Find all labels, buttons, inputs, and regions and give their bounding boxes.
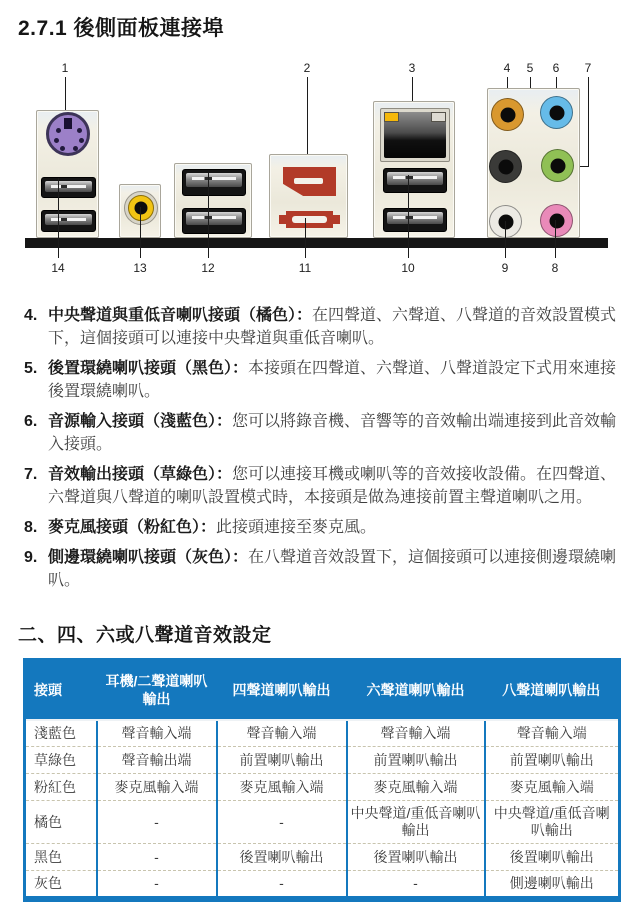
header-row — [25, 660, 620, 720]
table-row — [25, 801, 620, 844]
usb-port — [41, 177, 96, 198]
callout-line — [58, 178, 59, 258]
table-row — [25, 720, 620, 747]
usb-port — [383, 168, 447, 193]
lan-port — [380, 108, 450, 162]
row-header-cell: 草綠色 — [25, 747, 97, 774]
table-cell: - — [97, 871, 217, 900]
ps2-port — [46, 112, 90, 156]
row-header-cell: 黑色 — [25, 844, 97, 871]
callout-number: 10 — [401, 261, 415, 275]
item-lead: 麥克風接頭（粉紅色）： — [48, 519, 217, 536]
table-cell: 麥克風輸入端 — [97, 774, 217, 801]
item-number: 8. — [24, 519, 38, 536]
table-cell: 麥克風輸入端 — [217, 774, 347, 801]
table-cell: 後置喇叭輸出 — [217, 844, 347, 871]
table-row — [25, 747, 620, 774]
row-header-cell: 淺藍色 — [25, 720, 97, 747]
list-item — [18, 546, 624, 592]
header-cell: 接頭 — [25, 660, 97, 720]
usb-block — [174, 163, 252, 238]
header-cell: 六聲道喇叭輸出 — [347, 660, 485, 720]
lan-led-speed — [431, 112, 446, 122]
item-desc: 此接頭連接至麥克風。 — [216, 519, 377, 536]
item-lead: 音效輸出接頭（草綠色）： — [48, 466, 233, 483]
table-cell: 側邊喇叭輸出 — [485, 871, 620, 900]
table-cell: - — [97, 844, 217, 871]
list-item — [18, 410, 624, 456]
table-cell: 聲音輸入端 — [485, 720, 620, 747]
table-cell: - — [97, 801, 217, 844]
item-lead: 後置環繞喇叭接頭（黑色）： — [48, 360, 249, 377]
item-lead: 側邊環繞喇叭接頭（灰色）： — [48, 549, 249, 566]
table-cell: 前置喇叭輸出 — [217, 747, 347, 774]
esata-slot — [292, 216, 328, 222]
item-desc: 本接頭在四聲道、六聲道、八聲道設定下式用來連接後置環繞喇叭。 — [48, 360, 617, 400]
usb-port — [182, 169, 246, 196]
table-row — [25, 871, 620, 900]
table-row — [25, 844, 620, 871]
item-desc: 在四聲道、六聲道、八聲道的音效設置模式下，這個接頭可以連接中央聲道與重低音喇叭。 — [48, 307, 617, 347]
callout-number: 4 — [503, 61, 511, 75]
callout-number: 8 — [551, 261, 559, 275]
usb-port — [383, 208, 447, 232]
coaxial-spdif-port — [124, 191, 158, 225]
callout-number: 11 — [298, 261, 312, 275]
callout-line — [408, 175, 409, 258]
table-cell: 後置喇叭輸出 — [347, 844, 485, 871]
row-header-cell: 粉紅色 — [25, 774, 97, 801]
lan-usb-block — [373, 101, 455, 238]
center-subwoofer-jack — [491, 98, 524, 131]
table-cell: 麥克風輸入端 — [347, 774, 485, 801]
row-header-cell: 灰色 — [25, 871, 97, 900]
callout-number: 2 — [303, 61, 311, 75]
item-number: 6. — [24, 413, 38, 430]
item-lead: 音源輸入接頭（淺藍色）： — [48, 413, 233, 430]
table-cell: - — [347, 871, 485, 900]
firewire-esata-block — [269, 154, 348, 238]
callout-line — [555, 220, 556, 258]
list-item — [18, 516, 624, 539]
table-cell: 中央聲道/重低音喇叭輸出 — [485, 801, 620, 844]
esata-port — [286, 211, 333, 228]
callout-number: 3 — [408, 61, 416, 75]
item-number: 9. — [24, 549, 38, 566]
header-cell: 八聲道喇叭輸出 — [485, 660, 620, 720]
panel-baseline — [25, 238, 608, 248]
table-cell: 麥克風輸入端 — [485, 774, 620, 801]
page-title: 2.7.1 後側面板連接埠 — [18, 17, 225, 40]
section-heading: 二、四、六或八聲道音效設定 — [18, 625, 272, 646]
item-number: 7. — [24, 466, 38, 483]
callout-line — [140, 207, 141, 258]
callout-number: 13 — [133, 261, 147, 275]
callout-line — [505, 221, 506, 258]
line-out-jack — [541, 149, 574, 182]
item-number: 5. — [24, 360, 38, 377]
table-cell: 前置喇叭輸出 — [485, 747, 620, 774]
mic-jack — [540, 204, 573, 237]
list-item — [18, 463, 624, 509]
table-cell: - — [217, 801, 347, 844]
callout-number: 7 — [584, 61, 592, 75]
callout-number: 14 — [51, 261, 65, 275]
callout-number: 6 — [552, 61, 560, 75]
table-cell: 聲音輸入端 — [97, 720, 217, 747]
usb-port — [182, 208, 246, 234]
header-cell: 四聲道喇叭輸出 — [217, 660, 347, 720]
table-cell: 後置喇叭輸出 — [485, 844, 620, 871]
table-cell: - — [217, 871, 347, 900]
rear-panel-diagram — [0, 58, 640, 294]
table-cell: 聲音輸入端 — [217, 720, 347, 747]
audio-jack-block — [487, 88, 580, 238]
callout-line — [588, 77, 589, 167]
item-number: 4. — [24, 307, 38, 324]
lan-led-activity — [384, 112, 399, 122]
ps2-usb-block — [36, 110, 99, 238]
table-cell: 中央聲道/重低音喇叭輸出 — [347, 801, 485, 844]
ieee1394-port — [283, 167, 336, 196]
line-in-jack — [540, 96, 573, 129]
item-desc: 您可以將錄音機、音響等的音效輸出端連接到此音效輸入接頭。 — [48, 413, 617, 453]
row-header-cell: 橘色 — [25, 801, 97, 844]
rear-surround-jack — [489, 150, 522, 183]
rca-hole — [135, 202, 148, 215]
callout-number: 1 — [61, 61, 69, 75]
table-cell: 前置喇叭輸出 — [347, 747, 485, 774]
item-desc: 您可以連接耳機或喇叭等的音效接收設備。在四聲道、六聲道與八聲道的喇叭設置模式時，本接頭是做為連接前置主聲道喇叭之用。 — [48, 466, 617, 506]
callout-number: 5 — [526, 61, 534, 75]
audio-config-table — [23, 658, 621, 902]
list-item — [18, 304, 624, 350]
port-descriptions — [18, 304, 624, 599]
usb-port — [41, 210, 96, 232]
table-cell: 聲音輸出端 — [97, 747, 217, 774]
table-row — [25, 774, 620, 801]
list-item — [18, 357, 624, 403]
callout-line — [305, 218, 306, 258]
callout-number: 12 — [201, 261, 215, 275]
callout-number: 9 — [501, 261, 509, 275]
table-cell: 聲音輸入端 — [347, 720, 485, 747]
item-desc: 在八聲道音效設置下，這個接頭可以連接側邊環繞喇叭。 — [48, 549, 617, 589]
callout-line — [208, 173, 209, 258]
item-lead: 中央聲道與重低音喇叭接頭（橘色）： — [48, 307, 313, 324]
header-cell: 耳機/二聲道喇叭輸出 — [97, 660, 217, 720]
